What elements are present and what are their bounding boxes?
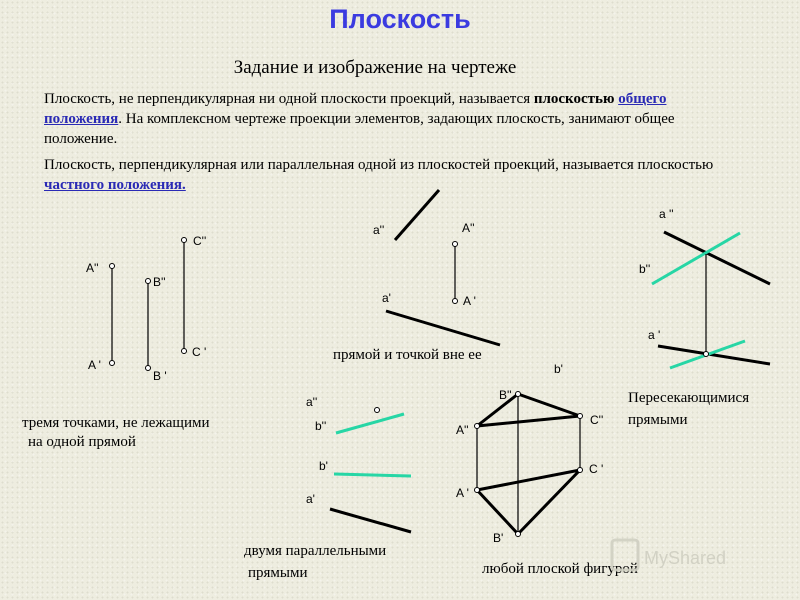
point-a2 xyxy=(110,264,115,269)
triangle-v xyxy=(477,394,580,426)
link-special-position[interactable]: частного положения. xyxy=(44,177,186,193)
point-a1 xyxy=(110,361,115,366)
caption-parallel-2: прямыми xyxy=(248,565,308,581)
diagram-line-point xyxy=(333,190,500,363)
definition-general-text-2: . На комплексном чертеже проекции элементов, задающих плоскость, занимают общее положение. xyxy=(44,111,675,147)
point-c2 xyxy=(578,414,583,419)
diagram-parallel xyxy=(244,395,411,581)
point-b2 xyxy=(146,279,151,284)
caption-figure: любой плоской фигурой xyxy=(482,561,638,577)
label-a2: a'' xyxy=(306,395,318,409)
caption-three-points-1: тремя точками, не лежащими xyxy=(22,415,210,431)
page-subtitle: Задание и изображение на чертеже xyxy=(233,57,517,78)
label-c1: C ' xyxy=(192,345,207,359)
line-b1 xyxy=(334,474,411,476)
label-b1: b' xyxy=(319,459,328,473)
label-b2: B'' xyxy=(499,388,512,402)
label-b1: B' xyxy=(493,531,504,545)
definition-special-text: Плоскость, перпендикулярная или параллельная одной из плоскостей проекций, называется плоскостью xyxy=(44,157,714,173)
label-a2: A'' xyxy=(86,261,99,275)
label-b2: b'' xyxy=(315,419,327,433)
point-a1 xyxy=(475,488,480,493)
label-c1: C ' xyxy=(589,462,604,476)
diagram-intersecting xyxy=(554,207,770,428)
caption-intersecting-2: прямыми xyxy=(628,412,688,428)
label-line-a1: a' xyxy=(382,291,391,305)
definition-general-bold: плоскостью xyxy=(533,91,615,107)
page-title: Плоскость xyxy=(329,4,471,34)
point-c1 xyxy=(578,468,583,473)
label-a1: a ' xyxy=(648,328,661,342)
label-a2: A'' xyxy=(456,423,469,437)
point-marker xyxy=(375,408,380,413)
label-b2: b'' xyxy=(639,262,651,276)
label-c2: C'' xyxy=(193,234,207,248)
label-a1: A ' xyxy=(88,358,101,372)
label-a2: a '' xyxy=(659,207,674,221)
caption-three-points-2: на одной прямой xyxy=(28,434,136,450)
point-b2 xyxy=(516,392,521,397)
line-a2 xyxy=(664,232,770,284)
point-a1 xyxy=(453,299,458,304)
label-a1: A ' xyxy=(456,486,469,500)
caption-intersecting-1: Пересекающимися xyxy=(628,390,750,406)
caption-parallel-1: двумя параллельными xyxy=(244,543,387,559)
point-b1 xyxy=(516,532,521,537)
link-general-position[interactable]: общего положения xyxy=(44,91,667,127)
watermark-text: MyShared xyxy=(644,548,727,568)
label-point-a1: A ' xyxy=(463,294,476,308)
point-a2 xyxy=(475,424,480,429)
line-a2 xyxy=(395,190,439,240)
diagram-three-points xyxy=(22,234,210,450)
label-b2: B'' xyxy=(153,275,166,289)
line-b2 xyxy=(336,414,404,433)
line-a1 xyxy=(330,509,411,532)
label-b1: B ' xyxy=(153,369,167,383)
intersection-point-1 xyxy=(704,352,709,357)
line-b2 xyxy=(652,233,740,284)
caption-line-point: прямой и точкой вне ее xyxy=(333,347,482,363)
definition-general-text-1: Плоскость, не перпендикулярная ни одной плоскости проекций, называется xyxy=(44,91,534,107)
label-b1: b' xyxy=(554,362,563,376)
triangle-h xyxy=(477,470,580,534)
line-a1 xyxy=(386,311,500,345)
point-b1 xyxy=(146,366,151,371)
point-c1 xyxy=(182,349,187,354)
label-a1: a' xyxy=(306,492,315,506)
line-a1 xyxy=(658,346,770,364)
point-c2 xyxy=(182,238,187,243)
label-line-a2: a'' xyxy=(373,223,385,237)
point-a2 xyxy=(453,242,458,247)
label-c2: C'' xyxy=(590,413,604,427)
label-point-a2: A'' xyxy=(462,221,475,235)
